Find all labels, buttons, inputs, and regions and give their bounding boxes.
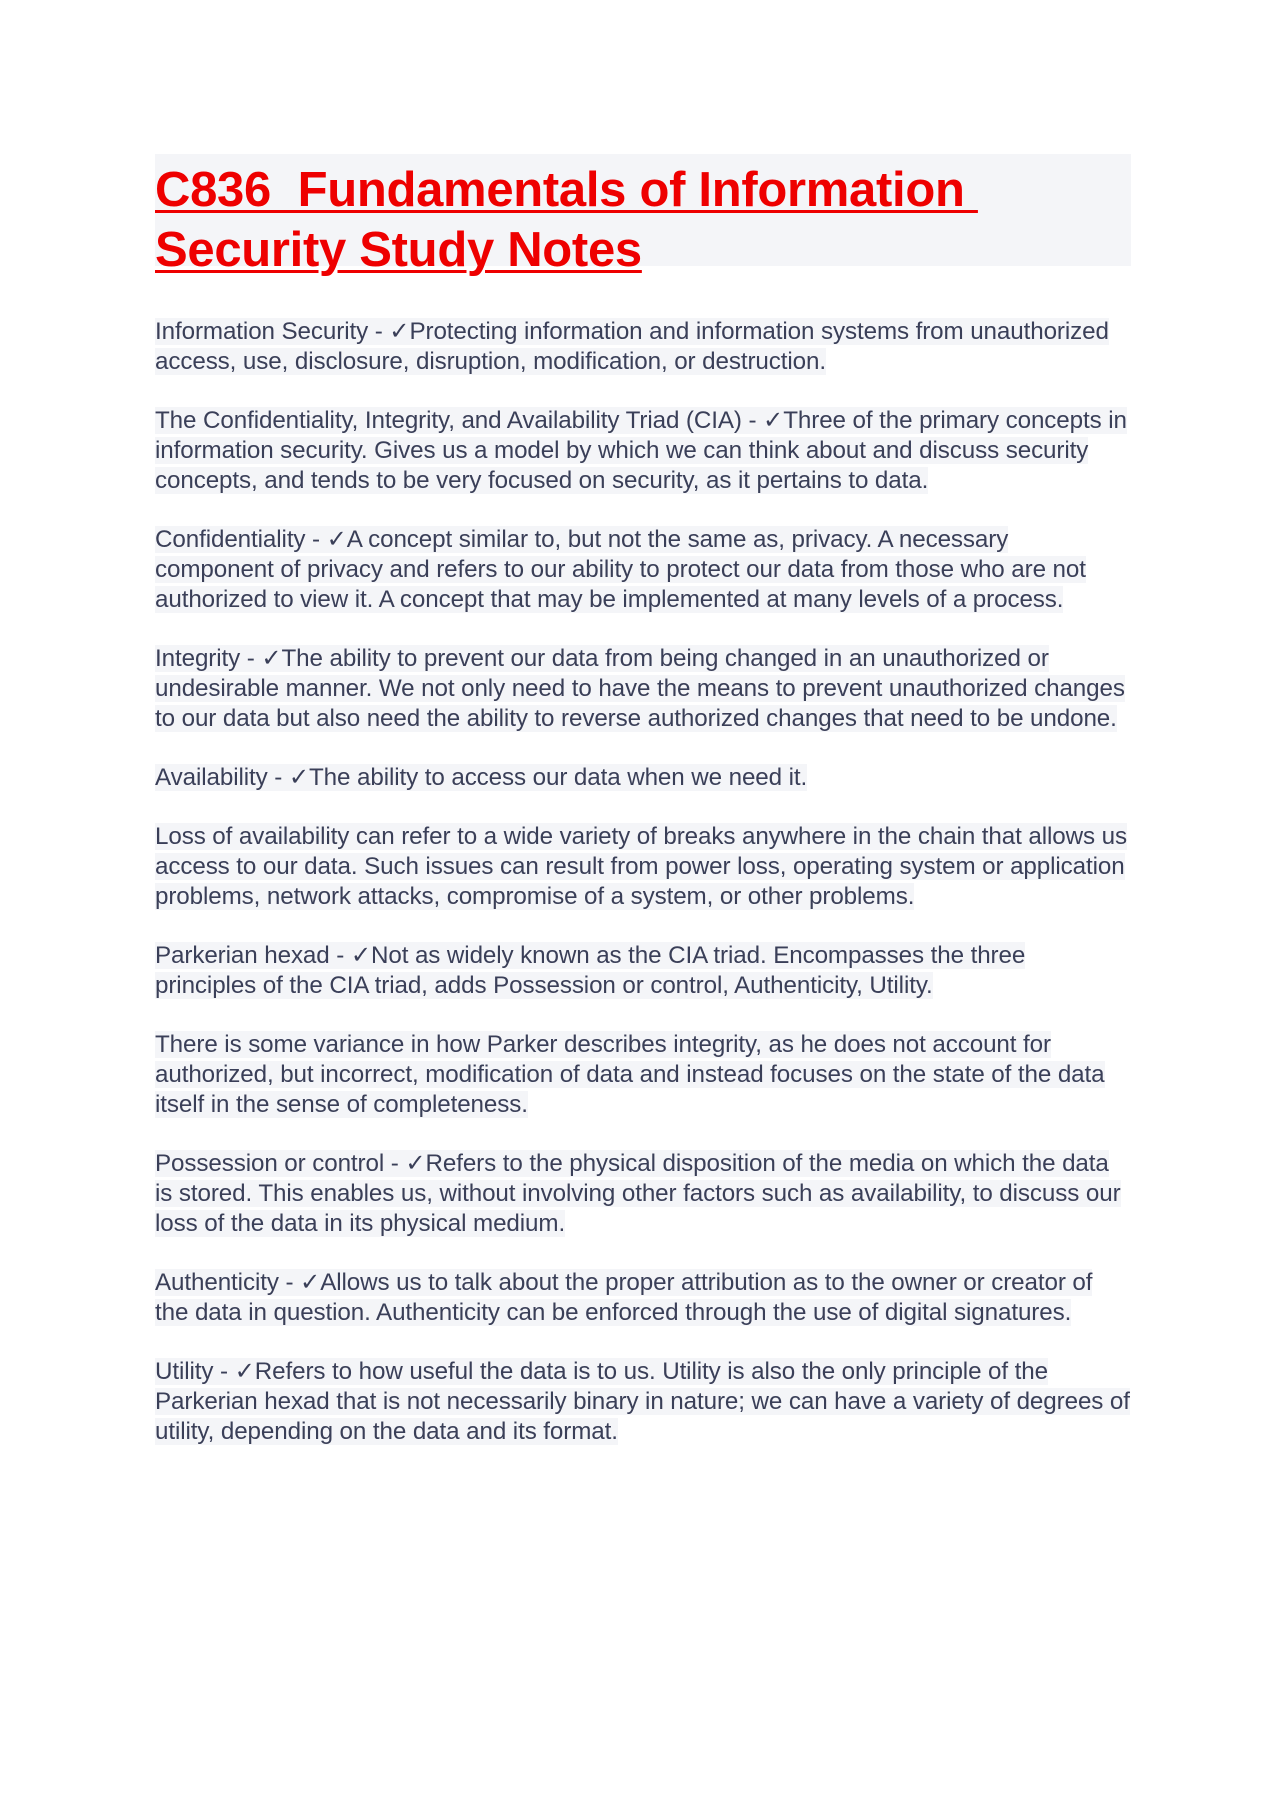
note-entry-integrity-variance — [155, 1030, 1131, 1120]
title-line-1: C836 Fundamentals of Information — [155, 163, 978, 217]
note-entry-availability — [155, 763, 1131, 793]
note-entry-parkerian-hexad — [155, 941, 1131, 1001]
note-entry-utility — [155, 1357, 1131, 1447]
title-block — [155, 154, 1131, 277]
document-page — [155, 154, 1131, 1476]
note-entry-possession-or-control — [155, 1149, 1131, 1239]
note-text: Authenticity - ✓Allows us to talk about the proper attribution as to the owner or creator of the data in question. Authenticity can be enforced through the use of digital signatures. — [155, 1269, 1093, 1326]
note-entry-loss-of-availability — [155, 822, 1131, 912]
note-text: Confidentiality - ✓A concept similar to, but not the same as, privacy. A necessary component of privacy and refers to our ability to protect our data from those who are not authorized to view it. A concept that may be implemented at many levels of a process. — [155, 526, 1086, 613]
page-title — [155, 160, 1131, 280]
note-text: Loss of availability can refer to a wide variety of breaks anywhere in the chain that allows us access to our data. Such issues can result from power loss, operating system or application problems, network attacks, compromise of a system, or other problems. — [155, 823, 1127, 910]
note-text: Utility - ✓Refers to how useful the data is to us. Utility is also the only principle of the Parkerian hexad that is not necessarily binary in nature; we can have a variety of degrees of utility, depending on the data and its format. — [155, 1358, 1130, 1445]
note-text: Information Security - ✓Protecting information and information systems from unauthorized access, use, disclosure, disruption, modification, or destruction. — [155, 318, 1109, 375]
title-line-2: Security Study Notes — [155, 223, 642, 277]
note-text: There is some variance in how Parker describes integrity, as he does not account for authorized, but incorrect, modification of data and instead focuses on the state of the data itself in the sense of completeness. — [155, 1031, 1105, 1118]
note-entry-confidentiality — [155, 525, 1131, 615]
note-text: Parkerian hexad - ✓Not as widely known as the CIA triad. Encompasses the three principles of the CIA triad, adds Possession or control, Authenticity, Utility. — [155, 942, 1026, 999]
note-text: Possession or control - ✓Refers to the physical disposition of the media on which the data is stored. This enables us, without involving other factors such as availability, to discuss our loss of the data in its physical medium. — [155, 1150, 1121, 1237]
note-entry-cia-triad — [155, 406, 1131, 496]
note-entry-information-security — [155, 317, 1131, 377]
note-entry-authenticity — [155, 1268, 1131, 1328]
note-text: Integrity - ✓The ability to prevent our data from being changed in an unauthorized or undesirable manner. We not only need to have the means to prevent unauthorized changes to our data but also need the ability to reverse authorized changes that need to be undone. — [155, 645, 1125, 732]
note-entry-integrity — [155, 644, 1131, 734]
note-text: The Confidentiality, Integrity, and Availability Triad (CIA) - ✓Three of the primary concepts in information security. Gives us a model by which we can think about and discuss security concepts, and tends to be very focused on security, as it pertains to data. — [155, 407, 1127, 494]
note-text: Availability - ✓The ability to access our data when we need it. — [155, 764, 808, 791]
study-notes-list — [155, 317, 1131, 1447]
